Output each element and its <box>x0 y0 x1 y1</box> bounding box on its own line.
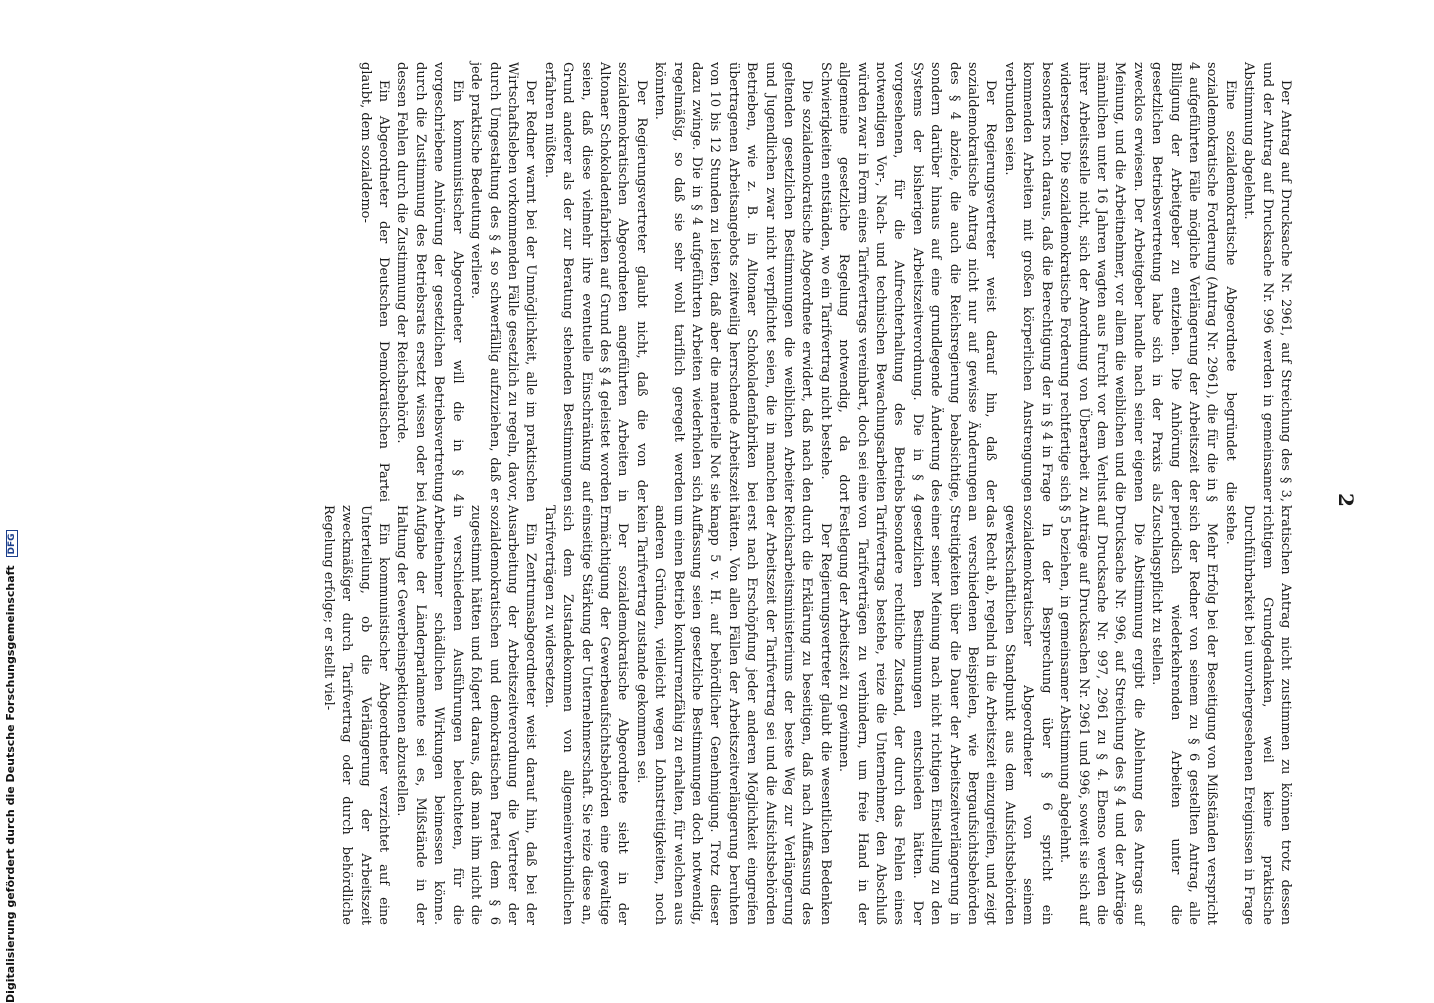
paragraph: Ein Zentrumsabgeordneter weist darauf hin, daß bei der Ausarbeitung der Arbeitszeitverordnung die Vertreter der sozialdemokratischen und demokratischen Partei dem § 6 zugestimmt hätten und folgert daraus, daß man ihm nicht die in verschiedenen Ausführungen beleuchteten, für die Arbeitnehmer schädlichen Wirkungen beimessen könne. Aufgabe der Länderparlamente sei es, Mißstände in der Haltung der Gewerbeinspektionen abzustellen. <box>394 505 539 925</box>
scan-credit-footer <box>0 533 22 1003</box>
paragraph: Ein Abgeordneter der Deutschen Demokratischen Partei glaubt, dem sozialdemo- <box>357 62 392 502</box>
paragraph: Eine sozialdemokratische Abgeordnete begründet die sozialdemokratische Forderung (Antrag Nr. 2961), die für die in § 4 aufgeführten Fälle mögliche Verlängerung der Arbeitszeit der Billigung der Arbeitgeber zu entziehen. Die Anhörung der gesetzlichen Betriebsvertretung habe sich in der Praxis als zwecklos erwiesen. Der Arbeitgeber handle nach seiner eigenen Meinung, und die Arbeitnehmer, vor allem die weiblichen und die männlichen unter 16 Jahren wagten aus Furcht vor dem Verlust ihrer Arbeitsstelle nicht, sich der Anordnung von Überarbeit zu widersetzen. Die sozialdemokratische Forderung rechtfertige sich besonders noch daraus, daß die Berechtigung der in § 4 in Frage kommenden Arbeiten mit großen körperlichen Anstrengungen verbunden seien. <box>1001 62 1238 502</box>
paragraph: Der Regierungsvertreter weist darauf hin, daß der sozialdemokratische Antrag nicht nur auf gewisse Änderungen des § 4 abziele, die auch die Reichsregierung beabsichtige, sondern darüber hinaus auf eine grundlegende Änderung des Systems der bisherigen Arbeitszeitverordnung. Die in § 4 vorgesehenen, für die Aufrechterhaltung des Betriebs notwendigen Vor-, Nach- und technischen Bewachungsarbeiten würden zwar in Form eines Tarifvertrags vereinbart, doch sei eine allgemeine gesetzliche Regelung notwendig, da dort Schwierigkeiten entständen, wo ein Tarifvertrag nicht bestehe. <box>817 62 999 502</box>
text-column-left <box>355 62 1294 502</box>
paragraph: kratischen Antrag nicht zustimmen zu können trotz dessen richtigem Grundgedanken, weil keine praktische Durchführbarkeit bei unvorhergesehenen Ereignissen in Frage stehe. <box>1222 505 1293 925</box>
paragraph: Ein kommunistischer Abgeordneter will die in § 4 vorgeschriebene Anhörung der gesetzlichen Betriebsvertretung durch die Zustimmung des Betriebsrats ersetzt wissen oder bei dessen Fehlen durch die Zustimmung der Reichsbehörde. <box>394 62 465 502</box>
scan-credit-text: Digitalisierung gefördert durch die Deutsche Forschungsgemeinschaft <box>4 565 17 1003</box>
paragraph: Die sozialdemokratische Abgeordnete erwidert, daß nach den geltenden gesetzlichen Bestimmungen die weiblichen Arbeiter und Jugendlichen zwar nicht verpflichtet seien, die in manchen Betrieben, wie z. B. in Altonaer Schokoladenfabriken bei übertragenen Arbeitsangebots zeitweilig herrschende Arbeitszeit von 10 bis 12 Stunden zu leisten, daß aber die materielle Not sie dazu zwinge. Die in § 4 aufgeführten Arbeiten wiederholen sich regelmäßig, so daß sie sehr wohl tariflich geregelt werden könnten. <box>652 62 815 502</box>
dfg-logo: DFG <box>6 530 18 557</box>
paragraph: Die Abstimmung ergibt die Ablehnung des Antrags auf Drucksache Nr. 996, auf Streichung des § 4 und der Anträge auf Drucksache Nr. 997, 2961 zu § 4. Ebenso werden die Anträge auf Drucksachen Nr. 2961 und 996, soweit sie sich auf § 5 beziehen, in gemeinsamer Abstimmung abgelehnt. <box>1057 505 1146 925</box>
paragraph: Ein kommunistischer Abgeordneter verzichtet auf eine Unterteilung, ob die Verlängerung der Arbeitszeit zweckmäßiger durch Tarifvertrag oder durch behördliche Regelung erfolge; er stellt viel- <box>320 505 392 925</box>
paragraph: Mehr Erfolg bei der Beseitigung von Mißständen verspricht sich der Redner von seinem zu § 6 gestellten Antrag, alle periodisch wiederkehrenden Arbeiten unter die Zuschlagspflicht zu stellen. <box>1149 505 1220 925</box>
text-column-right <box>318 505 1294 925</box>
paragraph: Der Redner warnt bei der Unmöglichkeit, alle im praktischen Wirtschaftsleben vorkommenden Fälle gesetzlich zu regeln, davor, durch Umgestaltung des § 4 so schwerfällig aufzuziehen, daß er jede praktische Bedeutung verliere. <box>468 62 539 502</box>
page-number: 2 <box>1334 493 1358 507</box>
paragraph: Der Antrag auf Drucksache Nr. 2961, auf Streichung des § 3, und der Antrag auf Drucksache Nr. 996 werden in gemeinsamer Abstimmung abgelehnt. <box>1241 62 1293 502</box>
paragraph: Der sozialdemokratische Abgeordnete sieht in der Ermächtigung der Gewerbeaufsichtsbehörden eine gewaltige einseitige Stärkung der Unternehmerschaft. Sie reize diese an, sich dem Zustandekommen von allgemeinverbindlichen Tarifverträgen zu widersetzen. <box>541 505 631 925</box>
paragraph: Der Regierungsvertreter glaubt nicht, daß die von der sozialdemokratischen Abgeordneten angeführten Arbeiten in Altonaer Schokoladenfabriken auf Grund des § 4 geleistet worden seien, daß diese vielmehr ihre eventuelle Einschränkung auf Grund anderer als der zur Beratung stehenden Bestimmungen erfahren müßten. <box>541 62 649 502</box>
paragraph: In der Besprechung über § 6 spricht ein sozialdemokratischer Abgeordneter von seinem gewerkschaftlichen Standpunkt aus dem Aufsichtsbehörden das Recht ab, regelnd in die Arbeitszeit einzugreifen, und zeigt an verschiedenen Beispielen, wie Bergaufsichtsbehörden Streitigkeiten über die Dauer der Arbeitszeitverlängerung in einer seiner Meinung nach nicht richtigen Einstellung zu den gesetzlichen Bestimmungen entschieden hätten. Der besondere rechtliche Zustand, der durch das Fehlen eines Tarifvertrags bestehe, reize die Unternehmer, den Abschluß von Tarifverträgen zu verhindern, um freie Hand in der Festlegung der Arbeitszeit zu gewinnen. <box>836 505 1054 925</box>
paragraph: Der Regierungsvertreter glaubt die wesentlichen Bedenken durch die Erklärung zu beseitigen, daß nach Auffassung des Reichsarbeitsministeriums der beste Weg zur Verlängerung der Arbeitszeit der Tarifvertrag sei und die Aufsichtsbehörden erst nach Erschöpfung jeder anderen Möglichkeit eingreifen hätten. Von allen Fällen der Arbeitszeitverlängerung beruhten knapp 5 v. H. auf behördlicher Genehmigung. Trotz dieser Auffassung seien gesetzliche Bestimmungen doch notwendig, um einen Betrieb konkurrenzfähig zu erhalten, für welchen aus anderen Gründen, vielleicht wegen Lohnstreitigkeiten, noch kein Tarifvertrag zustande gekommen sei. <box>633 505 833 925</box>
